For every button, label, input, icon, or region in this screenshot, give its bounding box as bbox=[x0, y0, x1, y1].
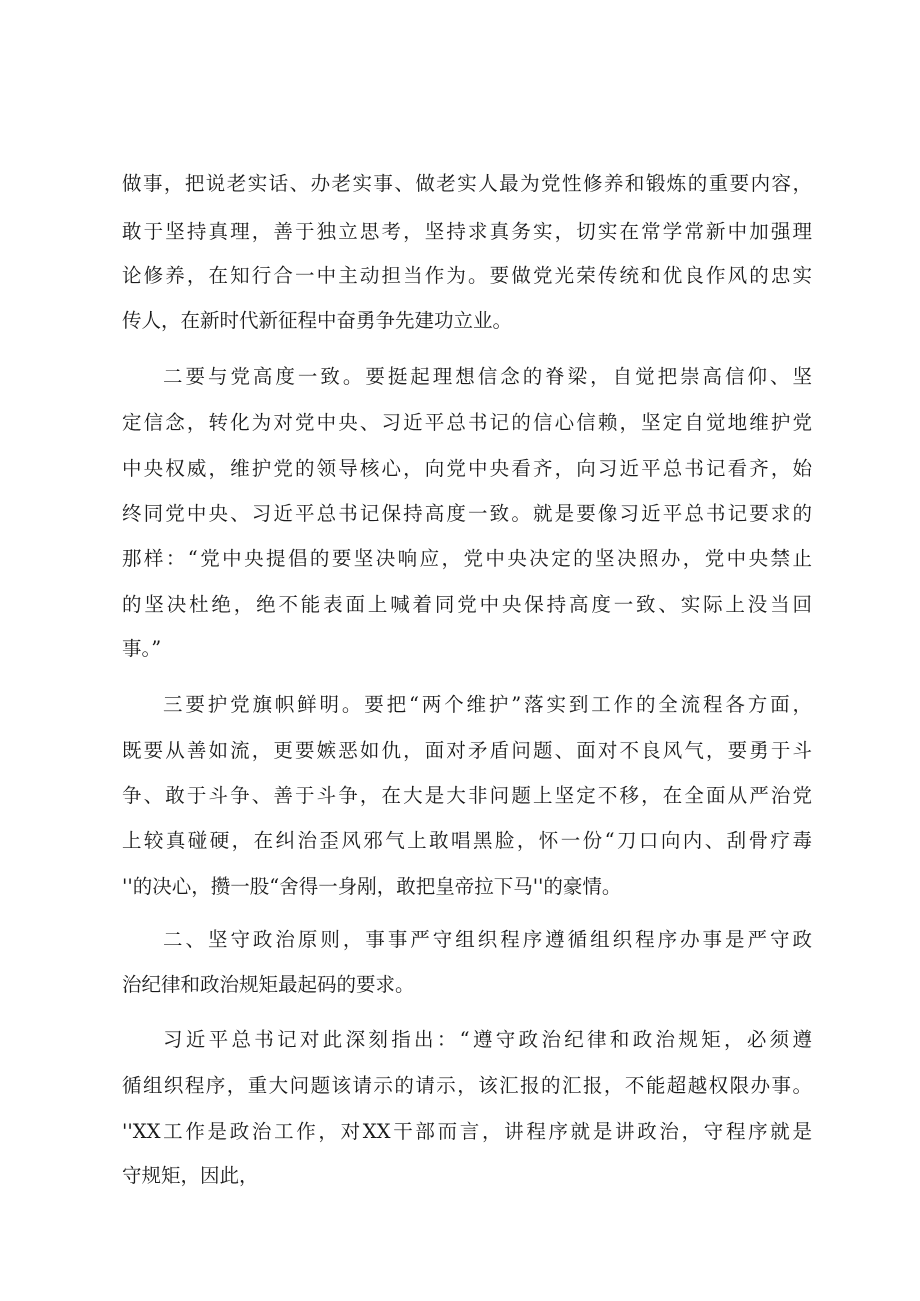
text-line: 争、敢于斗争、善于斗争，在大是大非问题上坚定不移，在全面从严治党 bbox=[122, 784, 812, 807]
text-line: ''的决心，攒一股“舍得一身剐，敢把皇帝拉下马''的豪情。 bbox=[122, 875, 622, 898]
text-line: 的坚决杜绝，绝不能表面上喊着同党中央保持高度一致、实际上没当回 bbox=[122, 593, 812, 616]
text-line: 做事，把说老实话、办老实事、做老实人最为党性修养和锻炼的重要内容， bbox=[122, 172, 812, 195]
text-line: 事。” bbox=[122, 637, 162, 660]
text-line: 定信念，转化为对党中央、习近平总书记的信心信赖，坚定自觉地维护党 bbox=[122, 411, 812, 434]
text-line: 守规矩，因此， bbox=[122, 1164, 259, 1187]
text-line: 中央权威，维护党的领导核心，向党中央看齐，向习近平总书记看齐，始 bbox=[122, 457, 812, 480]
text-line: 传人，在新时代新征程中奋勇争先建功立业。 bbox=[122, 309, 513, 332]
text-line: 二要与党高度一致。要挺起理想信念的脊梁，自觉把崇高信仰、坚 bbox=[163, 365, 812, 388]
text-line: 那样：“党中央提倡的要坚决响应，党中央决定的坚决照办，党中央禁止 bbox=[122, 547, 812, 570]
text-line: 循组织程序，重大问题该请示的请示，该汇报的汇报，不能超越权限办事。 bbox=[122, 1074, 812, 1097]
text-line: ''XX工作是政治工作，对XX干部而言，讲程序就是讲政治，守程序就是 bbox=[122, 1120, 812, 1143]
text-line: 论修养，在知行合一中主动担当作为。要做党光荣传统和优良作风的忠实 bbox=[122, 264, 812, 287]
text-line: 敢于坚持真理，善于独立思考，坚持求真务实，切实在常学常新中加强理 bbox=[122, 220, 812, 243]
text-line: 三要护党旗帜鲜明。要把“两个维护”落实到工作的全流程各方面， bbox=[163, 693, 812, 716]
text-line: 上较真碰硬，在纠治歪风邪气上敢唱黑脸，怀一份“刀口向内、刮骨疗毒 bbox=[122, 829, 812, 852]
text-line: 既要从善如流，更要嫉恶如仇，面对矛盾问题、面对不良风气，要勇于斗 bbox=[122, 739, 812, 762]
text-line: 二、坚守政治原则，事事严守组织程序遵循组织程序办事是严守政 bbox=[163, 928, 812, 951]
text-line: 习近平总书记对此深刻指出：“遵守政治纪律和政治规矩，必须遵 bbox=[163, 1028, 812, 1051]
text-line: 治纪律和政治规矩最起码的要求。 bbox=[122, 973, 415, 996]
text-line: 终同党中央、习近平总书记保持高度一致。就是要像习近平总书记要求的 bbox=[122, 502, 812, 525]
